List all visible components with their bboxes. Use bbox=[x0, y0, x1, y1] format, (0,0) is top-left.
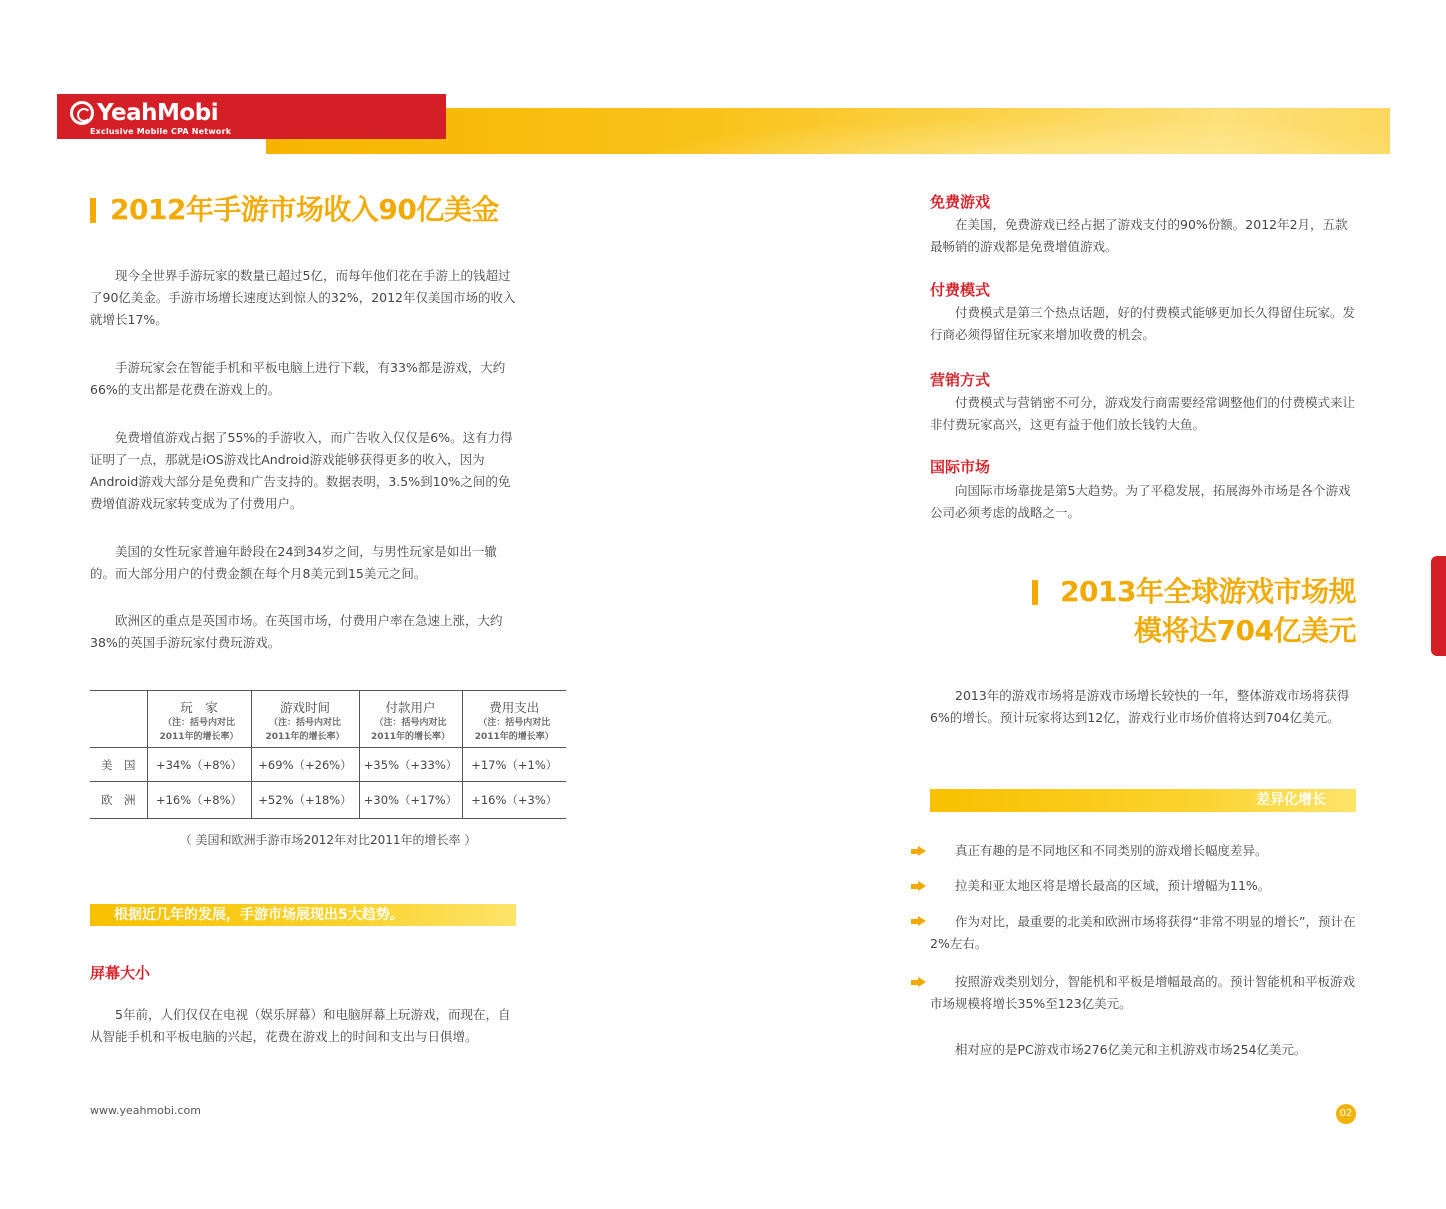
page-title-right-line2: 模将达704亿美元 bbox=[1134, 614, 1356, 647]
table-cell: +34%（+8%） bbox=[147, 748, 251, 782]
paragraph-4: 美国的女性玩家普遍年龄段在24到34岁之间，与男性玩家是如出一辙的。而大部分用户的付费金额在每个月8美元到15美元之间。 bbox=[90, 544, 497, 581]
diff-growth-label: 差异化增长 bbox=[930, 789, 1356, 812]
title-accent-bar bbox=[1032, 580, 1038, 605]
table-row bbox=[90, 748, 566, 782]
market-intro: 2013年的游戏市场将是游戏市场增长较快的一年，整体游戏市场将获得6%的增长。预计玩家将达到12亿，游戏行业市场价值将达到704亿美元。 bbox=[930, 688, 1350, 725]
section-heading-free: 免费游戏 bbox=[930, 193, 991, 211]
paragraph-3: 免费增值游戏占据了55%的手游收入，而广告收入仅仅是6%。这有力得证明了一点，那就是iOS游戏比Android游戏能够获得更多的收入，因为Android游戏大部分是免费和广告支持的。数据表明，3.5%到10%之间的免费增值游戏玩家转变成为了付费用户。 bbox=[90, 430, 513, 511]
table-row bbox=[90, 782, 566, 819]
table-header: 玩 家 （注：括号内对比 2011年的增长率） bbox=[147, 691, 251, 748]
brand-logo[interactable] bbox=[70, 101, 218, 125]
table-cell: +30%（+17%） bbox=[359, 782, 462, 819]
title-accent-bar bbox=[90, 198, 96, 223]
closing-paragraph: 相对应的是PC游戏市场276亿美元和主机游戏市场254亿美元。 bbox=[955, 1042, 1307, 1057]
footer-url[interactable]: www.yeahmobi.com bbox=[90, 1104, 201, 1117]
arrow-bullet-icon bbox=[911, 977, 925, 987]
growth-table bbox=[90, 690, 566, 819]
table-cell: +16%（+3%） bbox=[462, 782, 566, 819]
arrow-bullet-icon bbox=[911, 916, 925, 926]
table-cell: +69%（+26%） bbox=[251, 748, 359, 782]
section-heading-marketing: 营销方式 bbox=[930, 371, 991, 389]
section-heading-global: 国际市场 bbox=[930, 458, 991, 476]
section-text-paid: 付费模式是第三个热点话题，好的付费模式能够更加长久得留住玩家。发行商必须得留住玩家来增加收费的机会。 bbox=[930, 305, 1356, 342]
row-label: 欧 洲 bbox=[101, 793, 136, 807]
trend-banner: 根据近几年的发展，手游市场展现出5大趋势。 bbox=[90, 904, 516, 926]
page-number: 02 bbox=[1336, 1104, 1356, 1124]
table-corner bbox=[90, 691, 147, 748]
section-text-marketing: 付费模式与营销密不可分，游戏发行商需要经常调整他们的付费模式来让非付费玩家高兴，这更有益于他们放长钱钓大鱼。 bbox=[930, 395, 1356, 432]
table-cell: +17%（+1%） bbox=[462, 748, 566, 782]
brand-tagline: Exclusive Mobile CPA Network bbox=[90, 127, 232, 136]
table-header: 付款用户 （注：括号内对比 2011年的增长率） bbox=[359, 691, 462, 748]
header-band-highlight bbox=[560, 108, 1390, 154]
section-text-free: 在美国，免费游戏已经占据了游戏支付的90%份额。2012年2月，五款最畅销的游戏都是免费增值游戏。 bbox=[930, 217, 1348, 254]
table-cell: +16%（+8%） bbox=[147, 782, 251, 819]
bullet-item: 按照游戏类别划分，智能机和平板是增幅最高的。预计智能机和平板游戏市场规模将增长35%至123亿美元。 bbox=[930, 974, 1356, 1011]
bullet-item: 真正有趣的是不同地区和不同类别的游戏增长幅度差异。 bbox=[955, 843, 1268, 858]
screen-heading: 屏幕大小 bbox=[90, 964, 151, 982]
table-header: 费用支出 （注：括号内对比 2011年的增长率） bbox=[462, 691, 566, 748]
table-cell: +35%（+33%） bbox=[359, 748, 462, 782]
arrow-bullet-icon bbox=[911, 846, 925, 856]
logo-icon bbox=[70, 101, 94, 125]
table-caption: （ 美国和欧洲手游市场2012年对比2011年的增长率 ） bbox=[179, 833, 477, 847]
side-tab-marker bbox=[1431, 556, 1446, 656]
bullet-item: 作为对比，最重要的北美和欧洲市场将获得“非常不明显的增长”，预计在2%左右。 bbox=[930, 914, 1356, 951]
section-text-global: 向国际市场靠拢是第5大趋势。为了平稳发展，拓展海外市场是各个游戏公司必须考虑的战略之一。 bbox=[930, 483, 1351, 520]
screen-paragraph: 5年前，人们仅仅在电视（娱乐屏幕）和电脑屏幕上玩游戏，而现在，自从智能手机和平板电脑的兴起，花费在游戏上的时间和支出与日俱增。 bbox=[90, 1007, 511, 1044]
paragraph-1: 现今全世界手游玩家的数量已超过5亿，而每年他们花在手游上的钱超过了90亿美金。手游市场增长速度达到惊人的32%，2012年仅美国市场的收入就增长17%。 bbox=[90, 268, 516, 327]
row-label: 美 国 bbox=[101, 757, 136, 772]
bullet-item: 拉美和亚太地区将是增长最高的区域，预计增幅为11%。 bbox=[955, 878, 1271, 893]
page-title-right-line1: 2013年全球游戏市场规 bbox=[1060, 575, 1356, 608]
table-header: 游戏时间 （注：括号内对比 2011年的增长率） bbox=[251, 691, 359, 748]
brand-name: YeahMobi bbox=[97, 100, 219, 126]
paragraph-2: 手游玩家会在智能手机和平板电脑上进行下载，有33%都是游戏，大约66%的支出都是花费在游戏上的。 bbox=[90, 360, 506, 397]
arrow-bullet-icon bbox=[911, 881, 925, 891]
paragraph-5: 欧洲区的重点是英国市场。在英国市场，付费用户率在急速上涨，大约38%的英国手游玩家付费玩游戏。 bbox=[90, 613, 503, 650]
page-title-left: 2012年手游市场收入90亿美金 bbox=[110, 193, 499, 226]
section-heading-paid: 付费模式 bbox=[930, 281, 991, 299]
table-cell: +52%（+18%） bbox=[251, 782, 359, 819]
